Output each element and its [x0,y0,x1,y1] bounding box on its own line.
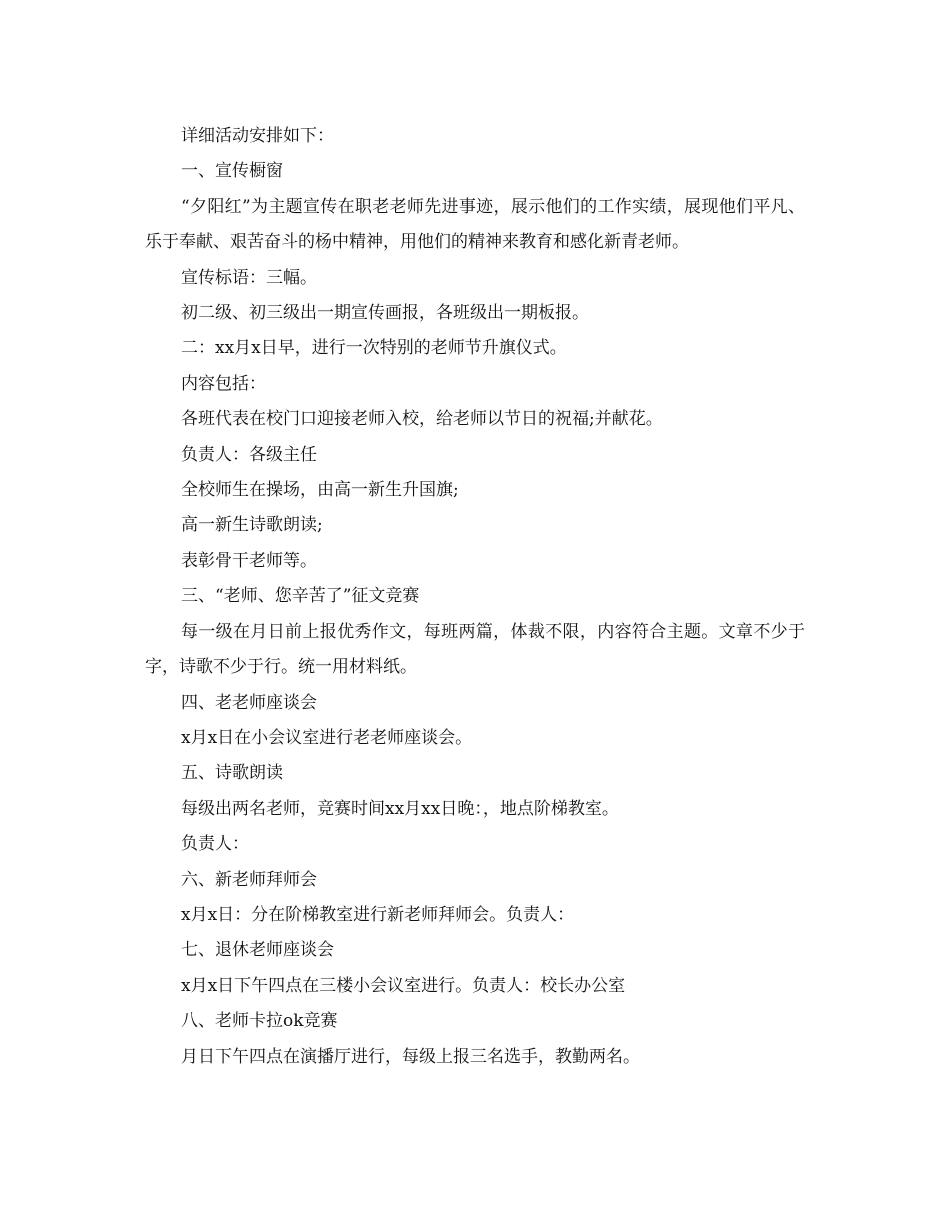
paragraph-poetry-contest: 每级出两名老师，竞赛时间xx月xx日晚：，地点阶梯教室。 [181,798,619,819]
paragraph-slogans: 宣传标语：三幅。 [181,267,317,288]
heading-section-5: 五、诗歌朗读 [181,763,283,784]
paragraph-intro: 详细活动安排如下： [181,126,334,146]
paragraph-content-includes: 内容包括： [181,373,266,394]
paragraph-posters: 初二级、初三级出一期宣传画报，各班级出一期板报。 [181,303,589,324]
heading-section-1: 一、宣传橱窗 [181,161,283,182]
paragraph-flag-raising: 全校师生在操场，由高一新生升国旗; [181,480,459,501]
paragraph-karaoke: 月日下午四点在演播厅进行，每级上报三名选手，教勤两名。 [181,1046,640,1067]
paragraph-responsible-directors: 负责人：各级主任 [181,444,317,465]
paragraph-retired-meeting: x月x日下午四点在三楼小会议室进行。负责人：校长办公室 [181,975,626,996]
paragraph-commendation: 表彰骨干老师等。 [181,550,317,571]
paragraph-welcome-teachers: 各班代表在校门口迎接老师入校，给老师以节日的祝福;并献花。 [181,409,663,430]
paragraph-responsible-blank: 负责人： [181,834,249,855]
heading-section-6: 六、新老师拜师会 [181,869,317,890]
document-body [145,119,805,1075]
heading-section-3: 三、“老师、您辛苦了”征文竞赛 [181,586,420,607]
heading-section-7: 七、退休老师座谈会 [181,940,334,961]
paragraph-senior-meeting: x月x日在小会议室进行老老师座谈会。 [181,727,473,748]
paragraph-poetry-reading: 高一新生诗歌朗读; [181,515,323,536]
heading-section-2: 二：xx月x日早，进行一次特别的老师节升旗仪式。 [181,338,567,359]
heading-section-8: 八、老师卡拉ok竞赛 [181,1011,338,1032]
paragraph-mentor-ceremony: x月x日：分在阶梯教室进行新老师拜师会。负责人： [181,904,575,925]
paragraph-sunset-theme: “夕阳红”为主题宣传在职老老师先进事迹，展示他们的工作实绩，展现他们平凡、乐于奉献、艰苦奋斗的杨中精神，用他们的精神来教育和感化新青老师。 [145,196,805,253]
heading-section-4: 四、老老师座谈会 [181,692,317,713]
paragraph-essay-rules: 每一级在月日前上报优秀作文，每班两篇，体裁不限，内容符合主题。文章不少于字，诗歌不少于行。统一用材料纸。 [145,621,805,678]
